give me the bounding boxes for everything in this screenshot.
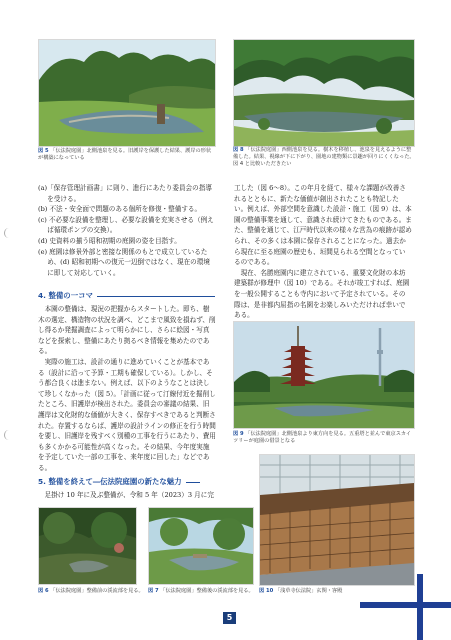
figure-6-photo <box>38 507 137 585</box>
section-5-paragraph: 足掛け 10 年に及ぶ整備が、令和 5 年（2023）3 月に完 <box>44 491 214 499</box>
page-number: 5 <box>223 612 236 624</box>
figure-8-photo <box>233 39 415 147</box>
figure-5-label: 図 5 <box>38 148 49 154</box>
figure-7-caption <box>148 588 258 595</box>
policy-item-a: (a)「保存管理計画書」に則り、進行にあたり委員会の指導を受ける。 <box>38 184 212 203</box>
right-paragraph-1: 工した（図 6〜8）。この年月を経て、様々な課題が改善されるとともに、新たな価値が創出されたことも特記したい。例えば、外部空間を意識した設計・施工（図 9）は、本園の整備事業を通して、意識され続けてきたものである。また、整備を通じて、江戸時代以来の様々な営為の痕跡が認められ、その多くは本園に保存されることになった。過去から現在に至る庭園の歴史も、垣間見られる空間となっているのである。 <box>234 184 412 267</box>
figure-6-caption <box>38 588 148 595</box>
margin-mark <box>4 228 13 238</box>
figure-10-text: 「浅草寺伝法院」玄関・客殿 <box>274 588 343 594</box>
section-5-heading <box>38 477 218 487</box>
figure-10-label: 図 10 <box>259 588 274 594</box>
right-paragraph-2: 現在、名勝庭園内に建立されている、重要文化財の本坊建築群が修理中（図 10）である。それが竣工すれば、庭園を一般公開することも寺内において予定されている。その際は、是非都内屈指の名園をお楽しみいただければ幸いである。 <box>234 268 410 320</box>
section-4-paragraph-2: 実際の施工は、設計の通りに進めていくことが基本である（設計に沿って予算・工期も確保している）。しかし、そう都合良くは進まない。例えば、以下のようなことは決して珍しくなかった（図 5）。「計画に従って汀線付近を掘削したところ、旧護岸が検出された。委員会の審議の結果、旧護岸は文化財的な価値が大きく、保存すべきであると判断された。存置するならば、護岸の設計ラインの修正を行う時間を要し、旧護岸を残すべく別種の工事を行うにあたり、費用も多くかかる可能性が高くなった。その結果、今年度実施を予定していた一部の工事を、来年度に回した」などである。 <box>38 357 216 472</box>
figure-7-label: 図 7 <box>148 588 159 594</box>
figure-8-label: 図 8 <box>233 147 244 153</box>
figure-10-photo <box>259 454 415 586</box>
figure-5-caption <box>38 148 216 162</box>
figure-8-caption <box>233 147 415 168</box>
section-4-body <box>38 304 216 474</box>
policy-item-d: (d) 史資料の揃う昭和初期の庭園の姿を目指す。 <box>38 236 181 245</box>
figure-5-photo <box>38 39 216 147</box>
margin-mark <box>4 430 13 440</box>
figure-7-photo <box>148 507 254 585</box>
section-5-body <box>38 490 216 501</box>
figure-6-text: 「伝法院庭園」整備前の渓流部を見る。 <box>50 588 144 594</box>
decorative-cross-horizontal <box>360 602 451 608</box>
figure-9-photo <box>233 321 415 429</box>
figure-5-text: 「伝法院庭園」北側池泉を見る。旧護岸を保護した結果、護岸の形状が構築になっている <box>38 148 212 161</box>
policy-item-c: (c) 不必要な設備を整理し、必要な設備を充実させる（例えば循環ポンプの交換）。 <box>38 215 214 235</box>
figure-9-text: 「伝法院庭園」北側池泉より東方向を見る。五重塔と並んで東京スカイツリーが庭園の借景となる <box>233 431 412 444</box>
figure-9-label: 図 9 <box>233 431 244 437</box>
left-column <box>38 183 216 278</box>
right-column <box>234 183 412 321</box>
figure-8-text: 「伝法院庭園」西側池泉を見る。樹木を移植し、池泉を見えるように整備した。結果、視線が下に下がり、園地の建物類に景趣が回りにくくなった。図 4 と比較いただきたい <box>233 147 415 167</box>
figure-7-text: 「伝法院庭園」整備後の渓流部を見る。 <box>160 588 254 594</box>
policy-item-b: (b) 不法・安全面で問題のある個所を修復・整備する。 <box>38 205 202 214</box>
section-4-title: 4. 整備の一コマ <box>38 291 93 300</box>
figure-6-label: 図 6 <box>38 588 49 594</box>
figure-9-caption <box>233 431 415 445</box>
figure-10-caption <box>259 588 409 595</box>
section-4-paragraph-1: 本園の整備は、現況の把握からスタートした。即ち、樹木の選定、構造物の状況を調べ、どこまで風致を損ねず、削し得るか発掘調査によって明らかにし、さらに絵図・写真などを探索し、整備にあたり拠るべき情報を集めたのである。 <box>38 305 216 356</box>
section-5-title: 5. 整備を終えて―伝法院庭園の新たな魅力 <box>38 477 182 486</box>
section-4-heading <box>38 291 216 301</box>
policy-item-e: (e) 庭園は修景外部と密接な関係のもとで成立しているため、(d) 昭和初期への復元一辺倒ではなく、現在の環境に即して対応していく。 <box>38 247 210 277</box>
